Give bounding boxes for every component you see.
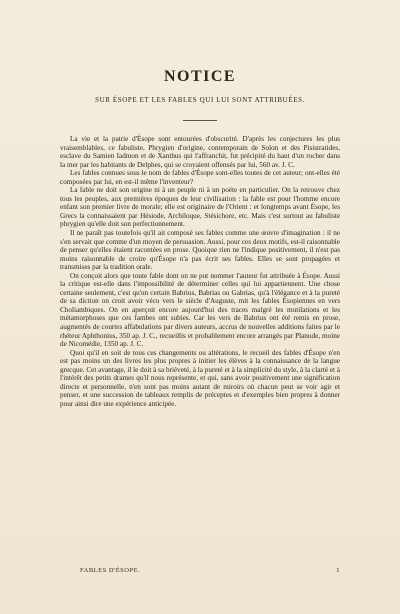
paragraph: Les fables connues sous le nom de fables d'Ésope sont-elles toutes de cet auteur; ont-elles été composées par lui, en est-il même l'inventeur? bbox=[60, 169, 340, 186]
page-subtitle: SUR ÉSOPE ET LES FABLES QUI LUI SONT ATTRIBUÉES. bbox=[95, 96, 305, 104]
paragraph: Il ne paraît pas toutefois qu'il ait composé ses fables comme une œuvre d'imagination : il ne s'en servait que comme d'un moyen de persuasion. Aussi, pour ces deux motifs, est-il raisonnable de penser qu'elles étaient racontées en prose. Quoique rien ne l'indique positivement, il n'est pas moins raisonnable de croire qu'Ésope n'a pas écrit ses fables. Elles se sont propagées et transmises par la tradition orale. bbox=[60, 229, 340, 272]
page-title: NOTICE bbox=[163, 68, 237, 85]
paragraph: La fable ne doit son origine ni à un peuple ni à un poëte en particulier. On la retrouve chez tous les peuples, aux premières époques de leur civilisation : la fable est pour l'homme encore enfant son premier livre de morale; elle est originaire de l'Orient : et longtemps avant Ésope, les Grecs la connaissaient par Hésiode, Archiloque, Stésichore, etc. Mais c'est surtout au fabuliste phrygien qu'elle doit son perfectionnement. bbox=[60, 186, 340, 229]
title-divider bbox=[183, 120, 217, 121]
signature-mark: 1 bbox=[336, 567, 340, 574]
paragraph: La vie et la patrie d'Ésope sont entourées d'obscurité. D'après les conjectures les plus vraisemblables, ce fabuliste, Phrygien d'origine, contemporain de Solon et des Pisistratides, esclave du Samien Iadmon et de Xanthus qui l'affranchit, fut précipité du haut d'un rocher dans la mer par les habitants de Delphes, qui se croyaient offensés par lui, 560 av. J. C. bbox=[60, 135, 340, 169]
body-text bbox=[60, 135, 340, 409]
running-footer-title: FABLES D'ÉSOPE. bbox=[80, 567, 141, 574]
paragraph: Quoi qu'il en soit de tous ces changements ou altérations, le recueil des fables d'Ésope n'en est pas moins un des livres les plus propres à initier les élèves à la connaissance de la langue grecque. Cet avantage, il le doit à sa brièveté, à la pureté et à la simplicité du style, à la clarté et à l'intérêt des petits drames qu'il nous représente, et qui, sans avoir positivement une signification directe et personnelle, n'en sont pas moins autant de miroirs où chacun peut se voir agir et penser, et une succession de tableaux remplis de préceptes et d'exemples bien propres à donner pour ainsi dire une expérience anticipée. bbox=[60, 348, 340, 408]
paragraph: On conçoit alors que toute fable dont on ne put nommer l'auteur fut attribuée à Ésope. Aussi la critique est-elle dans l'impossibilité de déterminer celles qui lui appartiennent. Une chose certaine seulement, c'est qu'un certain Babrius, Babrias ou Gabrias, qu'à l'élégance et à la pureté de sa diction on croit avoir vécu vers le siècle d'Auguste, mit les fables Ésopiennes en vers Choliambiques. On en aperçoit encore aujourd'hui des traces malgré les mutilations et les métamorphoses que ces fambes ont subies. Car les vers de Babrius ont été remis en prose, augmentés de courtes affabulations par divers auteurs, accrus de nouvelles additions faites par le rhéteur Aphthonius, 350 ap. J. C., recueillis et probablement encore arrangés par Planude, moine de Nicomédie, 1350 ap. J. C. bbox=[60, 271, 340, 349]
page-footer bbox=[80, 567, 340, 574]
